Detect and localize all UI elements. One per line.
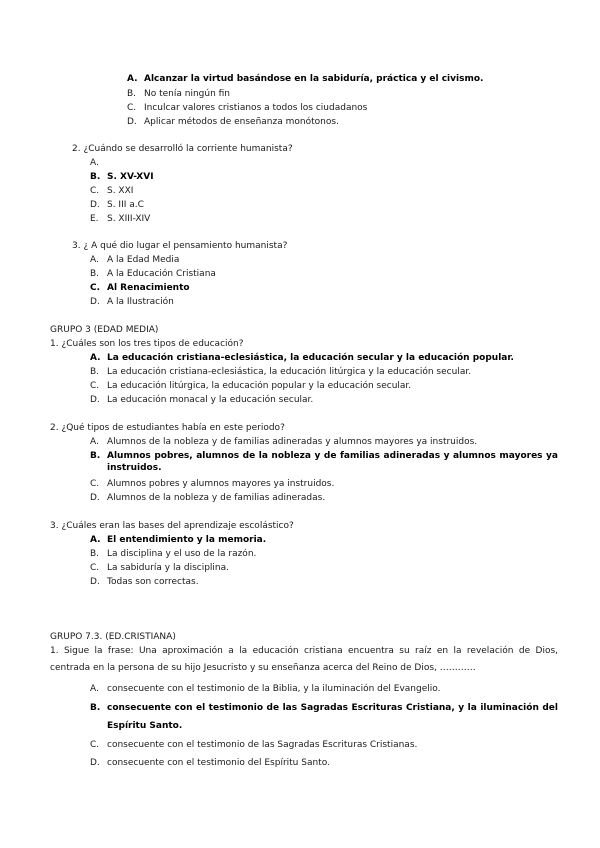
g3-question-3: 3. ¿Cuáles eran las bases del aprendizaje escolástico? bbox=[50, 521, 294, 531]
option-text: consecuente con el testimonio de la Biblia, y la iluminación del Evangelio. bbox=[107, 684, 441, 694]
option-letter: C. bbox=[90, 283, 101, 293]
option-text: La educación litúrgica, la educación popular y la educación secular. bbox=[107, 381, 412, 391]
option-letter: D. bbox=[90, 758, 100, 768]
option-text: consecuente con el testimonio de las Sagradas Escrituras Cristianas. bbox=[107, 740, 418, 750]
option-letter: B. bbox=[127, 89, 137, 99]
option-text: Alumnos pobres y alumnos mayores ya instruidos. bbox=[107, 479, 335, 489]
option-text: Alcanzar la virtud basándose en la sabiduría, práctica y el civismo. bbox=[144, 74, 484, 84]
option-letter: C. bbox=[90, 740, 100, 750]
option-text: S. XIII-XIV bbox=[107, 214, 151, 224]
option-letter: D. bbox=[90, 200, 100, 210]
option-text: La disciplina y el uso de la razón. bbox=[107, 549, 257, 559]
option-letter: D. bbox=[90, 395, 100, 405]
g73-question-1: 1. Sigue la frase: Una aproximación a la educación cristiana encuentra su raíz en la revelación de Dios, centrada en la persona de su hijo Jesucristo y su enseñanza acerca del Reino de Dios, ………… bbox=[50, 646, 558, 673]
option-text: Todas son correctas. bbox=[107, 577, 199, 587]
option-text: Al Renacimiento bbox=[107, 283, 190, 293]
option-letter: B. bbox=[90, 172, 101, 182]
option-text: La sabiduría y la disciplina. bbox=[107, 563, 230, 573]
option-text: consecuente con el testimonio de las Sagradas Escrituras Cristiana, y la iluminación del Espíritu Santo. bbox=[107, 703, 558, 731]
option-letter: B. bbox=[90, 451, 101, 461]
option-text: Alumnos de la nobleza y de familias adineradas. bbox=[107, 493, 326, 503]
g3-question-2: 2. ¿Qué tipos de estudiantes había en este periodo? bbox=[50, 423, 285, 433]
option-letter: B. bbox=[90, 549, 100, 559]
option-text: La educación cristiana-eclesiástica, la educación litúrgica y la educación secular. bbox=[107, 367, 472, 377]
option-letter: D. bbox=[127, 117, 137, 127]
option-text: Alumnos de la nobleza y de familias adineradas y alumnos mayores ya instruidos. bbox=[107, 437, 478, 447]
group-3-title: GRUPO 3 (EDAD MEDIA) bbox=[50, 325, 159, 335]
option-text: A la Ilustración bbox=[107, 297, 174, 307]
option-letter: C. bbox=[90, 381, 100, 391]
option-letter: D. bbox=[90, 577, 100, 587]
question-2: 2. ¿Cuándo se desarrolló la corriente humanista? bbox=[72, 144, 293, 154]
option-text: No tenía ningún fin bbox=[144, 89, 231, 99]
option-letter: B. bbox=[90, 269, 100, 279]
option-text: consecuente con el testimonio del Espíritu Santo. bbox=[107, 758, 330, 768]
g3-q2-option-b bbox=[90, 450, 558, 478]
option-letter: B. bbox=[90, 703, 101, 713]
option-letter: C. bbox=[90, 479, 100, 489]
option-text: S. III a.C bbox=[107, 200, 144, 210]
option-letter: A. bbox=[90, 684, 99, 694]
option-text: La educación cristiana-eclesiástica, la educación secular y la educación popular. bbox=[107, 353, 514, 363]
option-letter: E. bbox=[90, 214, 99, 224]
g3-question-1: 1. ¿Cuáles son los tres tipos de educación? bbox=[50, 339, 244, 349]
option-text: S. XXI bbox=[107, 186, 134, 196]
option-letter: C. bbox=[90, 186, 100, 196]
option-letter: A. bbox=[90, 353, 101, 363]
option-text: Inculcar valores cristianos a todos los ciudadanos bbox=[144, 103, 368, 113]
option-letter: B. bbox=[90, 367, 100, 377]
g73-q1-option-b bbox=[90, 699, 558, 735]
option-text: A la Edad Media bbox=[107, 255, 180, 265]
option-text: Alumnos pobres, alumnos de la nobleza y de familias adineradas y alumnos mayores ya instruidos. bbox=[107, 451, 558, 473]
option-letter: A. bbox=[90, 535, 101, 545]
option-letter: D. bbox=[90, 297, 100, 307]
group-73-title: GRUPO 7.3. (ED.CRISTIANA) bbox=[50, 632, 176, 642]
option-letter: A. bbox=[90, 255, 99, 265]
option-text: El entendimiento y la memoria. bbox=[107, 535, 267, 545]
option-letter: A. bbox=[90, 158, 99, 168]
option-text: Aplicar métodos de enseñanza monótonos. bbox=[144, 117, 339, 127]
question-3: 3. ¿ A qué dio lugar el pensamiento humanista? bbox=[72, 241, 288, 251]
option-text: S. XV-XVI bbox=[107, 172, 154, 182]
option-letter: D. bbox=[90, 493, 100, 503]
option-text: A la Educación Cristiana bbox=[107, 269, 216, 279]
option-letter: C. bbox=[90, 563, 100, 573]
option-letter: A. bbox=[90, 437, 99, 447]
option-letter: A. bbox=[127, 74, 138, 84]
option-text: La educación monacal y la educación secular. bbox=[107, 395, 314, 405]
option-letter: C. bbox=[127, 103, 137, 113]
